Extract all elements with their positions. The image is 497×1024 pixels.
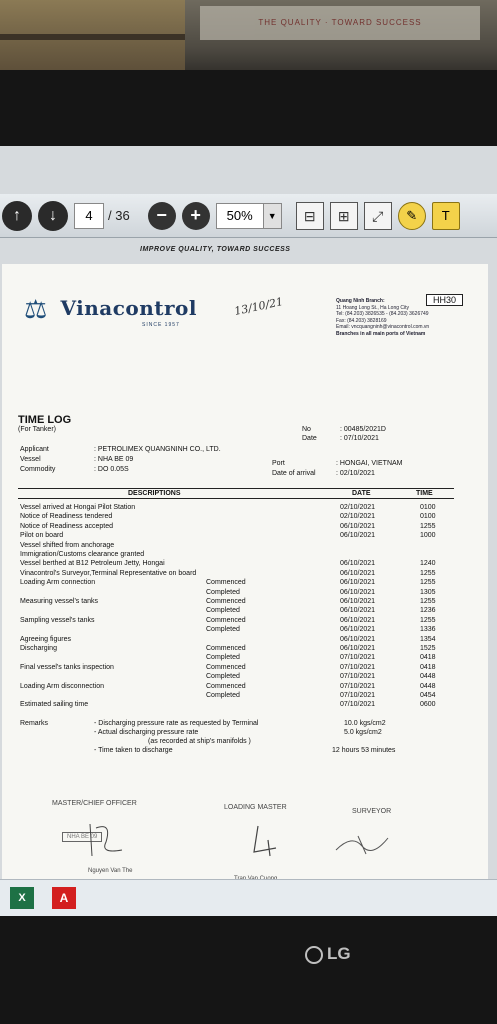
fit-width-icon[interactable]: ⊞ xyxy=(330,202,358,230)
handwritten-date: 13/10/21 xyxy=(233,295,285,318)
remark-value: 10.0 kgs/cm2 xyxy=(344,720,386,727)
row-description: Final vessel's tanks inspection xyxy=(20,663,114,671)
vessel-value: : NHA BE 09 xyxy=(94,456,134,463)
row-time: 0418 xyxy=(420,654,436,662)
wall-sign: THE QUALITY · TOWARD SUCCESS xyxy=(200,6,480,40)
row-description: Vessel arrived at Hongai Pilot Station xyxy=(20,504,136,511)
row-time: 0100 xyxy=(420,513,436,521)
row-date: 02/10/2021 xyxy=(340,504,376,511)
row-status: Completed xyxy=(206,692,240,699)
row-time: 1255 xyxy=(420,569,436,577)
branch-line: Branches in all main ports of Vietnam xyxy=(336,330,426,337)
row-date: 07/10/2021 xyxy=(340,701,376,709)
master-signature-label: MASTER/CHIEF OFFICER xyxy=(52,800,137,807)
zoom-in-button[interactable]: + xyxy=(182,202,210,230)
screen xyxy=(0,146,497,916)
row-date: 06/10/2021 xyxy=(340,588,376,596)
row-description: Vinacontrol's Surveyor,Terminal Representative on board xyxy=(20,569,197,577)
highlight-icon[interactable]: T xyxy=(432,202,460,230)
commodity-value: : DO 0.05S xyxy=(94,466,129,473)
port-value: : HONGAI, VIETNAM xyxy=(336,460,403,467)
row-date: 06/10/2021 xyxy=(340,579,376,587)
surveyor-signature xyxy=(332,830,392,858)
row-time: 0600 xyxy=(420,701,436,709)
row-date: 06/10/2021 xyxy=(340,569,376,577)
row-description: Notice of Readiness accepted xyxy=(20,522,113,530)
remark-line: (as recorded at ship's manifolds ) xyxy=(148,738,251,745)
row-time: 1000 xyxy=(420,532,436,540)
page-number-input[interactable]: 4 xyxy=(74,203,104,229)
pdf-app-icon[interactable]: A xyxy=(52,887,76,909)
company-name: Vinacontrol xyxy=(60,296,197,320)
row-date: 06/10/2021 xyxy=(340,522,376,530)
prev-page-button[interactable]: ↑ xyxy=(2,201,32,231)
no-label: No xyxy=(302,426,311,433)
remark-value: 12 hours 53 minutes xyxy=(332,747,396,754)
row-status: Completed xyxy=(206,626,240,634)
remark-line: - Time taken to discharge xyxy=(94,747,173,754)
col-date: DATE xyxy=(352,490,371,497)
row-date: 07/10/2021 xyxy=(340,692,376,699)
surveyor-label: SURVEYOR xyxy=(352,808,392,815)
row-time: 1255 xyxy=(420,579,436,587)
row-status: Commenced xyxy=(206,598,246,605)
bookshelf xyxy=(0,0,185,70)
taskbar xyxy=(0,879,497,916)
zoom-dropdown-button[interactable]: ▼ xyxy=(264,203,282,229)
room-wall xyxy=(0,0,497,80)
page-total: / 36 xyxy=(108,208,130,223)
table-header xyxy=(18,488,454,499)
lg-circle-icon xyxy=(305,946,323,964)
branch-code: HH30 xyxy=(426,294,463,306)
row-description: Estimated sailing time xyxy=(20,701,89,709)
row-status: Completed xyxy=(206,607,240,615)
company-logo xyxy=(24,294,197,328)
zoom-level-field[interactable]: 50% xyxy=(216,203,264,229)
row-date: 06/10/2021 xyxy=(340,635,376,643)
loading-master-signature xyxy=(252,822,282,858)
row-time: 1236 xyxy=(420,607,436,615)
arrival-value: : 02/10/2021 xyxy=(336,470,375,477)
row-time: 1240 xyxy=(420,560,436,568)
row-date: 06/10/2021 xyxy=(340,532,376,540)
vessel-stamp: NHA BE 09 xyxy=(62,832,102,842)
monitor-logo xyxy=(305,944,365,968)
shelf-board xyxy=(0,34,185,40)
row-status: Commenced xyxy=(206,663,246,671)
row-date: 07/10/2021 xyxy=(340,654,376,662)
next-page-button[interactable]: ↓ xyxy=(38,201,68,231)
row-time: 1336 xyxy=(420,626,436,634)
row-date: 02/10/2021 xyxy=(340,513,376,521)
row-date: 06/10/2021 xyxy=(340,616,376,624)
branch-line: 11 Hoang Long St., Ha Long City xyxy=(336,304,410,311)
master-name: Nguyen Van The xyxy=(88,868,133,874)
remark-line: - Discharging pressure rate as requested by Terminal xyxy=(94,720,259,727)
row-description: Vessel shifted from anchorage xyxy=(20,541,115,549)
no-value: : 00485/2021D xyxy=(340,426,386,433)
remarks-label: Remarks xyxy=(20,720,49,727)
row-time: 0100 xyxy=(420,504,436,511)
vessel-label: Vessel xyxy=(20,456,41,463)
row-description: Measuring vessel's tanks xyxy=(20,598,98,605)
branch-info xyxy=(336,298,476,337)
loading-master-label: LOADING MASTER xyxy=(224,804,287,811)
applicant-label: Applicant xyxy=(20,446,49,453)
branch-line: Tel: (84.203) 3826535 - (84.203) 3626749 xyxy=(336,311,429,317)
full-screen-icon[interactable]: ⤢ xyxy=(364,202,392,230)
doc-banner: IMPROVE QUALITY, TOWARD SUCCESS xyxy=(140,246,291,253)
row-status: Commenced xyxy=(206,579,246,587)
row-status: Commenced xyxy=(206,616,246,624)
row-time: 0418 xyxy=(420,663,436,671)
scales-icon: ⚖ xyxy=(24,294,48,324)
row-description: Loading Arm disconnection xyxy=(20,682,105,690)
col-time: TIME xyxy=(416,490,433,497)
row-status: Commenced xyxy=(206,645,246,652)
row-date: 07/10/2021 xyxy=(340,673,376,681)
row-description: Notice of Readiness tendered xyxy=(20,513,113,521)
col-descriptions: DESCRIPTIONS xyxy=(128,490,181,497)
pdf-toolbar xyxy=(0,194,497,238)
applicant-value: : PETROLIMEX QUANGNINH CO., LTD. xyxy=(94,446,221,453)
row-time: 1305 xyxy=(420,588,436,596)
master-signature xyxy=(82,820,132,860)
document-title: TIME LOG xyxy=(18,414,72,426)
row-time: 0448 xyxy=(420,673,436,681)
row-description: Agreeing figures xyxy=(20,635,71,643)
remark-value: 5.0 kgs/cm2 xyxy=(344,729,382,736)
comment-icon[interactable]: ✎ xyxy=(398,202,426,230)
row-description: Sampling vessel's tanks xyxy=(20,616,95,624)
monitor-brand: LG xyxy=(327,944,351,963)
row-time: 1255 xyxy=(420,598,436,605)
excel-app-icon[interactable]: X xyxy=(10,887,34,909)
branch-line: Email: vncquangninh@vinacontrol.com.vn xyxy=(336,324,430,330)
row-date: 07/10/2021 xyxy=(340,663,376,671)
zoom-out-button[interactable]: − xyxy=(148,202,176,230)
row-date: 06/10/2021 xyxy=(340,560,376,568)
branch-line: Fax: (84.203) 3828169 xyxy=(336,317,387,324)
document-subtitle: (For Tanker) xyxy=(18,426,56,433)
commodity-label: Commodity xyxy=(20,466,56,473)
row-time: 1255 xyxy=(420,616,436,624)
row-description: Pilot on board xyxy=(20,532,64,540)
row-time: 0448 xyxy=(420,682,436,690)
row-date: 06/10/2021 xyxy=(340,607,376,615)
row-date: 06/10/2021 xyxy=(340,626,376,634)
row-time: 1354 xyxy=(420,635,436,643)
row-date: 07/10/2021 xyxy=(340,682,376,690)
company-since: SINCE 1957 xyxy=(142,322,180,328)
row-description: Discharging xyxy=(20,645,57,652)
date-value: : 07/10/2021 xyxy=(340,435,379,442)
row-status: Completed xyxy=(206,673,240,681)
arrival-label: Date of arrival xyxy=(272,470,316,477)
row-description: Vessel berthed at B12 Petroleum Jetty, Hongai xyxy=(20,560,165,568)
branch-line: Quang Ninh Branch: xyxy=(336,298,385,304)
row-date: 06/10/2021 xyxy=(340,645,376,652)
fit-page-icon[interactable]: ⊟ xyxy=(296,202,324,230)
row-description: Immigration/Customs clearance granted xyxy=(20,551,145,558)
port-label: Port xyxy=(272,460,285,467)
row-status: Completed xyxy=(206,654,240,662)
row-time: 1525 xyxy=(420,645,436,652)
date-label: Date xyxy=(302,435,317,442)
row-status: Commenced xyxy=(206,682,246,690)
row-time: 0454 xyxy=(420,692,436,699)
row-time: 1255 xyxy=(420,522,436,530)
remark-line: - Actual discharging pressure rate xyxy=(94,729,199,736)
row-date: 06/10/2021 xyxy=(340,598,376,605)
row-description: Loading Arm connection xyxy=(20,579,96,587)
row-status: Completed xyxy=(206,588,240,596)
document-page xyxy=(2,264,488,894)
